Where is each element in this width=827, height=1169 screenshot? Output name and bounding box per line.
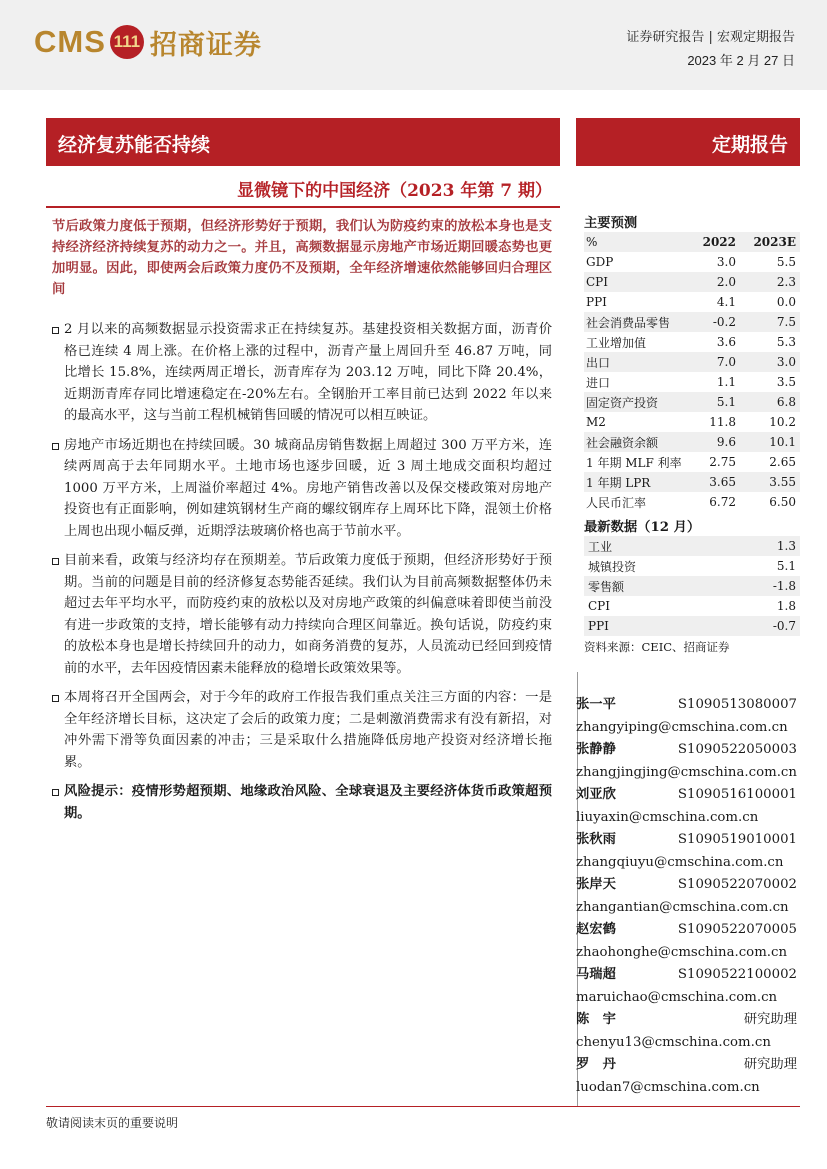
table-header: 2023E	[753, 235, 796, 249]
bullet-item	[52, 550, 552, 679]
table-cell: -0.2	[712, 315, 736, 329]
table-cell: 10.2	[769, 415, 796, 429]
table-row	[584, 392, 800, 412]
table-row	[584, 576, 800, 596]
table-cell: CPI	[586, 275, 608, 289]
table-cell: 固定资产投资	[586, 395, 659, 410]
analyst-row	[576, 694, 797, 717]
analyst-row	[576, 1054, 797, 1077]
analyst-name: 罗 丹	[576, 1057, 616, 1072]
table-row	[584, 312, 800, 332]
bullet-item	[52, 435, 552, 543]
table-row	[584, 472, 800, 492]
analyst-role: 研究助理	[743, 1057, 797, 1072]
analyst-email[interactable]: luodan7@cmschina.com.cn	[576, 1079, 760, 1095]
table-cell: 10.1	[769, 435, 796, 449]
sidebar	[584, 212, 800, 655]
table-row	[584, 272, 800, 292]
analyst-role: 研究助理	[743, 1012, 797, 1027]
bullet-text: 风险提示：疫情形势超预期、地缘政治风险、全球衰退及主要经济体货币政策超预期。	[64, 784, 552, 821]
table-cell: 人民币汇率	[586, 495, 647, 510]
table-cell: 2.0	[716, 275, 736, 289]
table-cell: CPI	[588, 599, 610, 613]
table-cell: 5.3	[776, 335, 796, 349]
divider	[46, 206, 560, 208]
bullet-item	[52, 687, 552, 773]
analyst-row	[576, 784, 797, 807]
analyst-row	[576, 964, 797, 987]
bullet-square-icon	[52, 558, 59, 565]
table-cell: 6.72	[709, 495, 736, 509]
latest-data-title: 最新数据（12 月）	[584, 520, 701, 535]
table-cell: M2	[586, 415, 606, 429]
footer-divider	[46, 1106, 800, 1107]
page-header	[0, 0, 827, 90]
footer-note: 敬请阅读末页的重要说明	[46, 1116, 179, 1130]
table-row	[584, 332, 800, 352]
table-cell: 1.8	[776, 599, 796, 613]
table-row	[584, 556, 800, 576]
analyst-code: S1090519010001	[677, 832, 797, 847]
analyst-row	[576, 919, 797, 942]
table-cell: 6.8	[776, 395, 796, 409]
table-cell: 3.0	[716, 255, 736, 269]
analyst-code: S1090513080007	[677, 697, 797, 712]
analyst-row	[576, 874, 797, 897]
table-row	[584, 292, 800, 312]
table-cell: 5.1	[716, 395, 736, 409]
table-cell: 3.6	[716, 335, 736, 349]
table-row	[584, 432, 800, 452]
cms-logo	[34, 22, 262, 62]
analyst-name: 张秋雨	[576, 832, 616, 847]
table-cell: -0.7	[772, 619, 796, 633]
bullet-item	[52, 319, 552, 427]
bullet-text: 本周将召开全国两会，对于今年的政府工作报告我们重点关注三方面的内容：一是全年经济增长目标，这决定了会后的政策力度；二是刺激消费需求有没有新招，对冲外需下滑等负面因素的冲击；三是采取什么措施降低房地产投资对经济增长拖累。	[64, 690, 552, 770]
latest-data-table	[584, 536, 800, 636]
table-cell: GDP	[586, 255, 614, 269]
table-row	[584, 596, 800, 616]
bullet-square-icon	[52, 327, 59, 334]
analyst-code: S1090522070005	[677, 922, 797, 937]
table-cell: 1 年期 LPR	[586, 475, 651, 490]
table-cell: 7.0	[716, 355, 736, 369]
table-header: 2022	[702, 235, 736, 249]
bullet-square-icon	[52, 789, 59, 796]
table-cell: 6.50	[769, 495, 796, 509]
report-type: 证券研究报告 | 宏观定期报告	[626, 30, 795, 45]
title-bar	[46, 118, 560, 166]
analyst-email[interactable]: chenyu13@cmschina.com.cn	[576, 1034, 771, 1050]
table-cell: 0.0	[776, 295, 796, 309]
table-cell: 9.6	[716, 435, 736, 449]
analyst-name: 张静静	[576, 742, 616, 757]
bullet-text: 目前来看，政策与经济均存在预期差。节后政策力度低于预期，但经济形势好于预期。当前的问题是目前的经济修复态势能否延续。我们认为目前高频数据整体仍未超过去年平均水平，而防疫约束的放松以及对房地产政策的纠偏意味着即使当前没有进一步政策的支持，增长能够有动力持续向合理区间靠近。换句话说，防疫约束的放松本身也是增长持续回升的动力，如商务消费的复苏，人员流动已经回到疫情前的水平，去年因疫情因素未能释放的稳增长政策效果等。	[64, 553, 552, 676]
table-cell: 1 年期 MLF 利率	[586, 455, 682, 470]
table-cell: 进口	[586, 375, 611, 390]
table-row	[584, 452, 800, 472]
table-cell: 零售额	[588, 579, 625, 594]
report-label: 定期报告	[711, 134, 788, 156]
table-cell: PPI	[586, 295, 607, 309]
table-row	[584, 536, 800, 556]
table-cell: 7.5	[776, 315, 796, 329]
table-cell: 工业	[588, 539, 613, 554]
table-cell: 5.1	[776, 559, 796, 573]
risk-warning	[52, 781, 552, 824]
analyst-row	[576, 739, 797, 762]
table-row	[584, 616, 800, 636]
table-cell: 3.65	[709, 475, 736, 489]
table-cell: 11.8	[709, 415, 736, 429]
table-cell: PPI	[588, 619, 609, 633]
table-cell: 5.5	[776, 255, 796, 269]
analyst-name: 马瑞超	[576, 967, 616, 982]
analyst-email[interactable]: zhangjingjing@cmschina.com.cn	[576, 764, 797, 780]
analyst-list	[576, 694, 797, 1099]
table-cell: 城镇投资	[588, 559, 637, 574]
table-cell: 社会融资余额	[586, 435, 659, 450]
table-row	[584, 492, 800, 512]
table-cell: 2.65	[769, 455, 796, 469]
analyst-row	[576, 829, 797, 852]
table-cell: 4.1	[716, 295, 736, 309]
table-cell: 1.1	[716, 375, 736, 389]
table-row	[584, 252, 800, 272]
logo-text: CMS	[34, 24, 106, 59]
analyst-row	[576, 1009, 797, 1032]
forecast-table	[584, 232, 800, 512]
forecast-title: 主要预测	[584, 216, 638, 231]
bullet-square-icon	[52, 443, 59, 450]
analyst-email[interactable]: liuyaxin@cmschina.com.cn	[576, 809, 759, 825]
analyst-email[interactable]: zhangqiuyu@cmschina.com.cn	[576, 854, 784, 870]
analyst-email[interactable]: zhaohonghe@cmschina.com.cn	[576, 944, 788, 960]
table-cell: 3.0	[776, 355, 796, 369]
table-cell: 1.3	[776, 539, 796, 553]
table-cell: -1.8	[772, 579, 796, 593]
analyst-code: S1090516100001	[677, 787, 797, 802]
report-subtitle: 显微镜下的中国经济（2023 年第 7 期）	[237, 181, 552, 201]
table-row	[584, 412, 800, 432]
analyst-name: 刘亚欣	[576, 787, 616, 802]
table-cell: 2.75	[709, 455, 736, 469]
data-source: 资料来源：CEIC、招商证券	[584, 640, 730, 654]
report-date: 2023 年 2 月 27 日	[687, 53, 795, 68]
report-title: 经济复苏能否持续	[58, 134, 211, 156]
table-row	[584, 352, 800, 372]
logo-mark-icon: 111	[110, 25, 144, 59]
table-cell: 2.3	[776, 275, 796, 289]
bullet-text: 2 月以来的高频数据显示投资需求正在持续复苏。基建投资相关数据方面，沥青价格已连续 4 周上涨。在价格上涨的过程中，沥青产量上周回升至 46.87 万吨，同比增长 15.8%，连续两周正增长，沥青库存为 203.12 万吨，同比下降 20.4%，近期沥青库存同比增速稳定在-20%左右。全钢胎开工率目前已达到 2022 年以来的最高水平，这与当前工程机械销售回暖的情况可以相互映证。	[64, 322, 552, 423]
bullet-list	[52, 319, 552, 832]
table-cell: 社会消费品零售	[586, 315, 671, 330]
analyst-name: 张岸天	[576, 877, 616, 892]
analyst-email[interactable]: zhangyiping@cmschina.com.cn	[576, 719, 788, 735]
report-label-bar	[576, 118, 800, 166]
table-cell: 工业增加值	[586, 335, 647, 350]
analyst-email[interactable]: maruichao@cmschina.com.cn	[576, 989, 778, 1005]
table-header: %	[586, 235, 598, 249]
analyst-name: 陈 宇	[576, 1012, 616, 1027]
analyst-code: S1090522050003	[677, 742, 797, 757]
analyst-code: S1090522100002	[677, 967, 797, 982]
table-cell: 3.55	[769, 475, 796, 489]
analyst-email[interactable]: zhangantian@cmschina.com.cn	[576, 899, 789, 915]
analyst-name: 张一平	[576, 697, 616, 712]
analyst-code: S1090522070002	[677, 877, 797, 892]
bullet-text: 房地产市场近期也在持续回暖。30 城商品房销售数据上周超过 300 万平方米，连续两周高于去年同期水平。土地市场也逐步回暖，近 3 周土地成交面积均超过 1000 万平方米，上周溢价率超过 4%。房地产销售改善以及保交楼政策对房地产投资也有正面影响，例如建筑钢材生产商的螺纹钢库存上周环比下降，混领土价格上周也出现小幅反弹，近期浮法玻璃价格也高于节前水平。	[64, 437, 552, 539]
analyst-name: 赵宏鹤	[576, 922, 616, 937]
logo-cn-text: 招商证券	[149, 29, 262, 61]
bullet-square-icon	[52, 695, 59, 702]
table-row	[584, 372, 800, 392]
table-cell: 出口	[586, 355, 611, 370]
table-cell: 3.5	[776, 375, 796, 389]
table-header-row	[584, 232, 800, 252]
summary-paragraph: 节后政策力度低于预期，但经济形势好于预期，我们认为防疫约束的放松本身也是支持经济经济持续复苏的动力之一。并且，高频数据显示房地产市场近期回暖态势也更加明显。因此，即使两会后政策力度仍不及预期，全年经济增速依然能够回归合理区间	[52, 219, 552, 297]
